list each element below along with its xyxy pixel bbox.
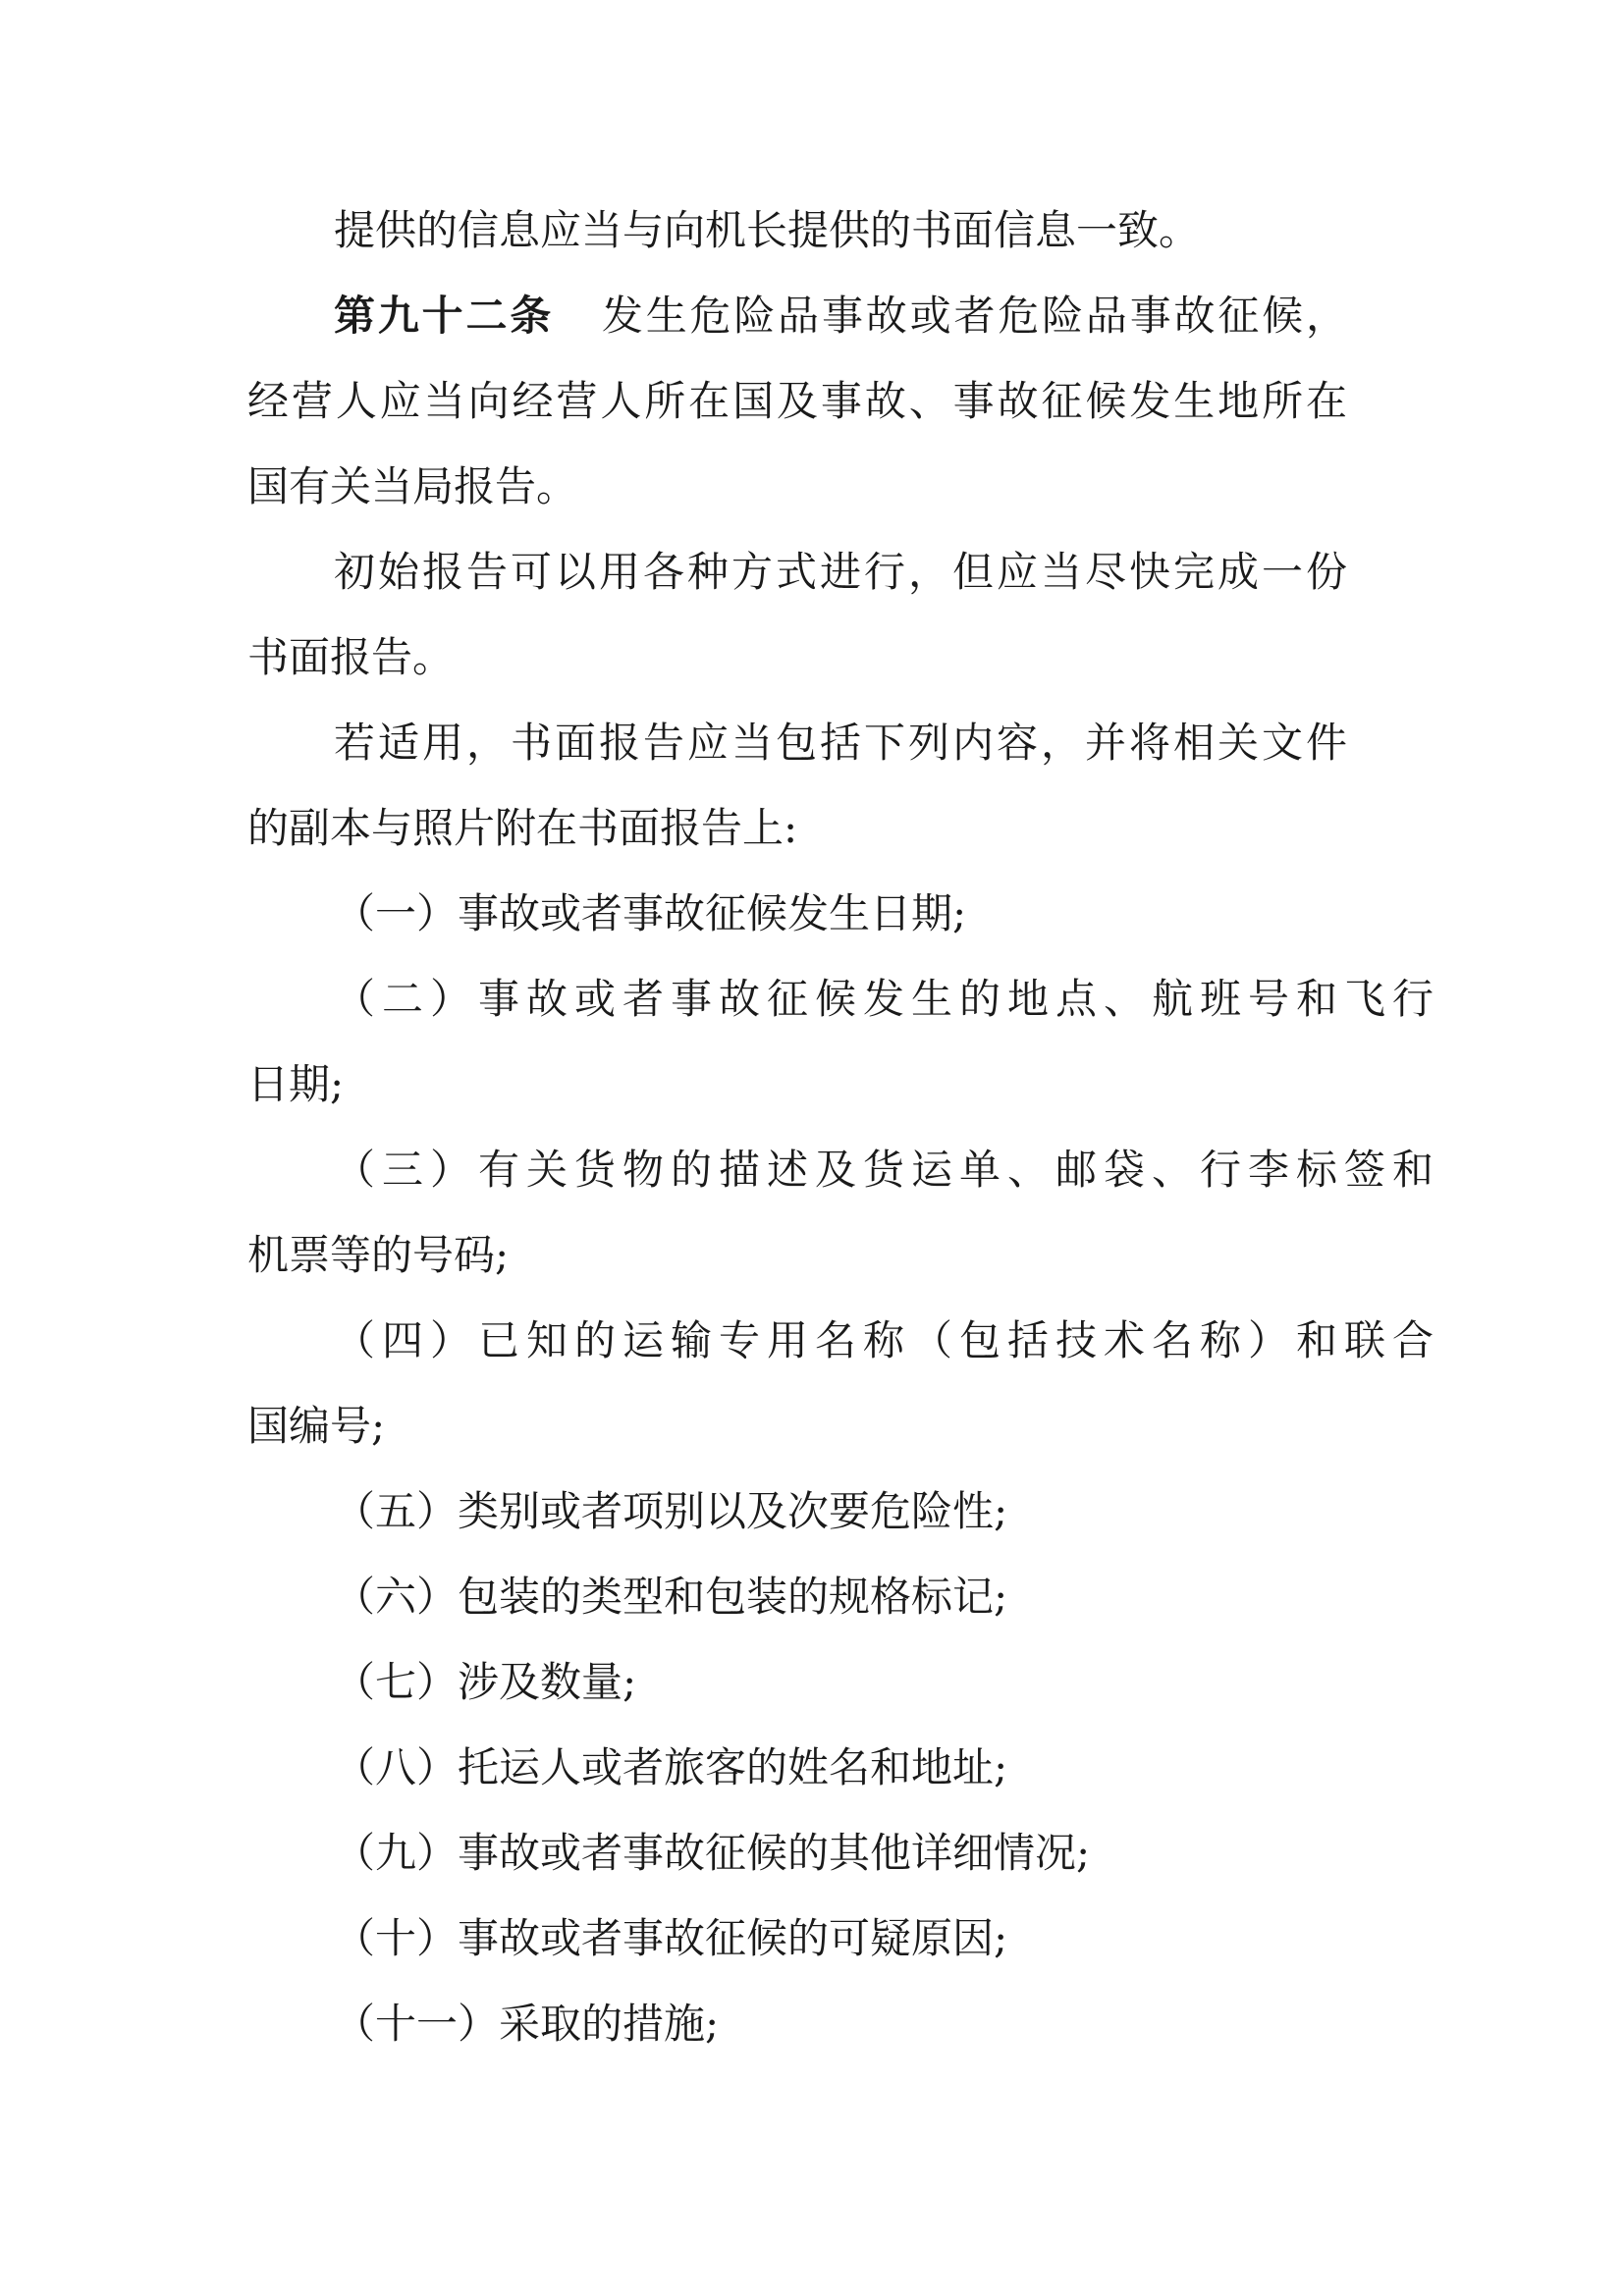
article-text: 发生危险品事故或者危险品事故征候，: [599, 292, 1347, 340]
list-item-continuation: 机票等的号码;: [247, 1231, 510, 1279]
paragraph-line: 若适用，书面报告应当包括下列内容，并将相关文件: [334, 719, 1347, 767]
list-item: （三）有关货物的描述及货运单、邮袋、行李标签和: [334, 1146, 1434, 1194]
list-item: （九）事故或者事故征候的其他详细情况;: [334, 1829, 1091, 1877]
list-item: （四）已知的运输专用名称（包括技术名称）和联合: [334, 1316, 1434, 1364]
list-item: （八）托运人或者旅客的姓名和地址;: [334, 1743, 1008, 1791]
list-item: （五）类别或者项别以及次要危险性;: [334, 1487, 1008, 1535]
list-item: （十一）采取的措施;: [334, 2000, 720, 2048]
list-item: （二）事故或者事故征候发生的地点、航班号和飞行: [334, 975, 1434, 1023]
paragraph-line: 书面报告。: [247, 633, 455, 681]
list-item: （一）事故或者事故征候发生日期;: [334, 889, 967, 937]
list-item: （六）包装的类型和包装的规格标记;: [334, 1573, 1008, 1621]
article-heading: 第九十二条: [334, 292, 555, 340]
paragraph-line: 提供的信息应当与向机长提供的书面信息一致。: [334, 206, 1201, 254]
list-item-continuation: 国编号;: [247, 1402, 386, 1450]
paragraph-line: 国有关当局报告。: [247, 462, 578, 510]
paragraph-line: 经营人应当向经营人所在国及事故、事故征候发生地所在: [247, 377, 1347, 425]
list-item: （七）涉及数量;: [334, 1658, 637, 1706]
list-item-continuation: 日期;: [247, 1060, 345, 1108]
list-item: （十）事故或者事故征候的可疑原因;: [334, 1914, 1008, 1962]
paragraph-line: 初始报告可以用各种方式进行，但应当尽快完成一份: [334, 548, 1347, 596]
article-92-first-line: [334, 287, 1347, 346]
paragraph-line: 的副本与照片附在书面报告上:: [247, 804, 798, 852]
